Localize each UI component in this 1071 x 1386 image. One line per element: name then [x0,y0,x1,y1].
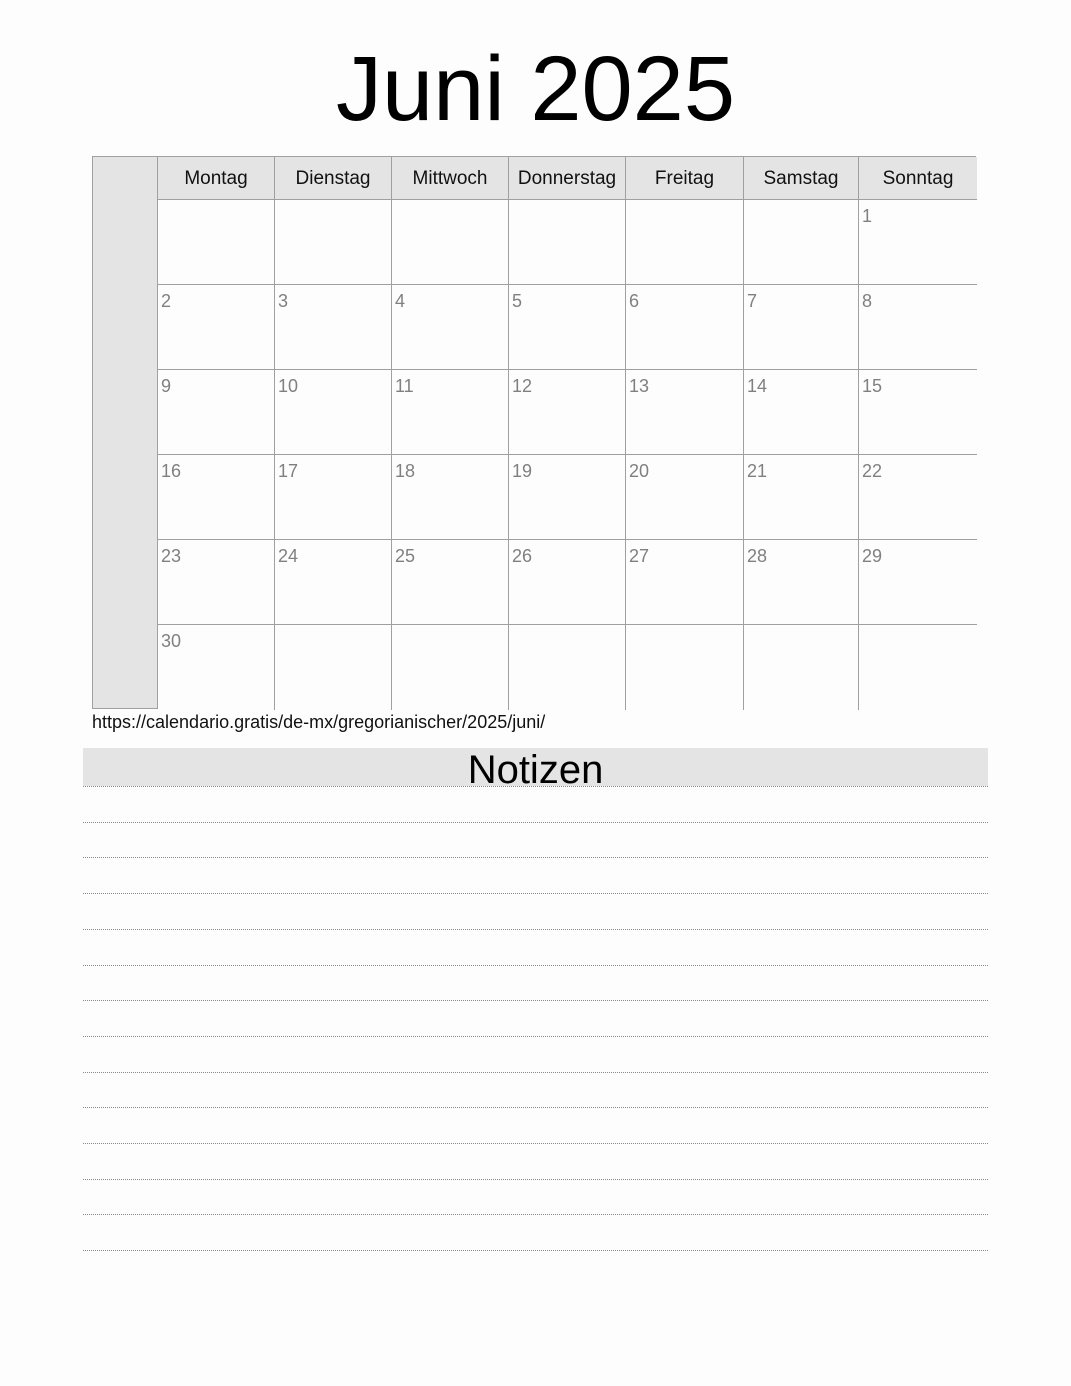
day-cell[interactable] [158,625,275,710]
notes-line [83,1000,988,1001]
day-number: 22 [862,461,883,481]
notes-line [83,1214,988,1215]
day-cell[interactable] [744,285,859,370]
day-cell[interactable] [509,625,626,710]
day-cell[interactable] [744,455,859,540]
notes-line [83,1143,988,1144]
weekday-header-montag: Montag [158,157,275,200]
day-cell[interactable] [275,370,392,455]
day-cell[interactable] [859,625,977,710]
day-cell[interactable] [275,625,392,710]
day-number: 20 [629,461,650,481]
day-number: 17 [278,461,299,481]
day-number: 13 [629,376,650,396]
day-cell[interactable] [626,200,744,285]
day-cell[interactable] [509,285,626,370]
day-cell[interactable] [392,285,509,370]
weekday-header-freitag: Freitag [626,157,744,200]
day-cell[interactable] [859,285,977,370]
day-number: 24 [278,546,299,566]
day-number: 18 [395,461,416,481]
notes-line [83,786,988,787]
page-title: Juni 2025 [336,38,735,140]
day-cell[interactable] [509,200,626,285]
day-number: 27 [629,546,650,566]
day-cell[interactable] [744,370,859,455]
day-cell[interactable] [509,540,626,625]
day-cell[interactable] [626,285,744,370]
day-cell[interactable] [509,455,626,540]
day-number: 2 [161,291,172,311]
notes-line [83,893,988,894]
day-number: 28 [747,546,768,566]
notes-line [83,857,988,858]
weekday-header-mittwoch: Mittwoch [392,157,509,200]
notes-line [83,1250,988,1251]
day-cell[interactable] [626,370,744,455]
source-url[interactable]: https://calendario.gratis/de-mx/gregorianischer/2025/juni/ [92,712,546,732]
day-number: 8 [862,291,873,311]
day-cell[interactable] [392,540,509,625]
day-number: 30 [161,631,182,651]
day-cell[interactable] [275,540,392,625]
notes-line [83,1036,988,1037]
day-number: 14 [747,376,768,396]
weekday-header-dienstag: Dienstag [275,157,392,200]
notes-line [83,822,988,823]
day-number: 12 [512,376,533,396]
day-cell[interactable] [626,625,744,710]
day-number: 7 [747,291,758,311]
day-cell[interactable] [275,285,392,370]
day-cell[interactable] [158,285,275,370]
day-cell[interactable] [158,370,275,455]
day-cell[interactable] [158,455,275,540]
notes-header: Notizen [83,748,988,786]
day-cell[interactable] [158,540,275,625]
notes-line [83,929,988,930]
day-number: 3 [278,291,289,311]
day-cell[interactable] [392,625,509,710]
day-number: 26 [512,546,533,566]
day-cell[interactable] [744,540,859,625]
day-number: 21 [747,461,768,481]
notes-line [83,1107,988,1108]
day-number: 4 [395,291,406,311]
week-number-column [93,157,158,708]
day-cell[interactable] [744,200,859,285]
weekday-header-donnerstag: Donnerstag [509,157,626,200]
weekday-header-sonntag: Sonntag [859,157,977,200]
day-number: 25 [395,546,416,566]
day-number: 9 [161,376,172,396]
weekday-header-samstag: Samstag [744,157,859,200]
notes-line [83,1179,988,1180]
notes-line [83,1072,988,1073]
day-cell[interactable] [275,200,392,285]
calendar-grid [92,156,976,709]
day-cell[interactable] [859,455,977,540]
day-cell[interactable] [626,540,744,625]
day-number: 29 [862,546,883,566]
day-number: 10 [278,376,299,396]
day-number: 15 [862,376,883,396]
day-cell[interactable] [158,200,275,285]
day-number: 19 [512,461,533,481]
day-cell[interactable] [859,200,977,285]
day-cell[interactable] [392,455,509,540]
day-number: 11 [395,376,414,396]
day-number: 16 [161,461,182,481]
day-cell[interactable] [275,455,392,540]
day-cell[interactable] [626,455,744,540]
day-number: 6 [629,291,640,311]
day-cell[interactable] [392,370,509,455]
day-cell[interactable] [744,625,859,710]
day-cell[interactable] [392,200,509,285]
day-number: 1 [862,206,873,226]
day-number: 23 [161,546,182,566]
notes-line [83,965,988,966]
day-number: 5 [512,291,523,311]
day-cell[interactable] [859,540,977,625]
day-cell[interactable] [859,370,977,455]
day-cell[interactable] [509,370,626,455]
